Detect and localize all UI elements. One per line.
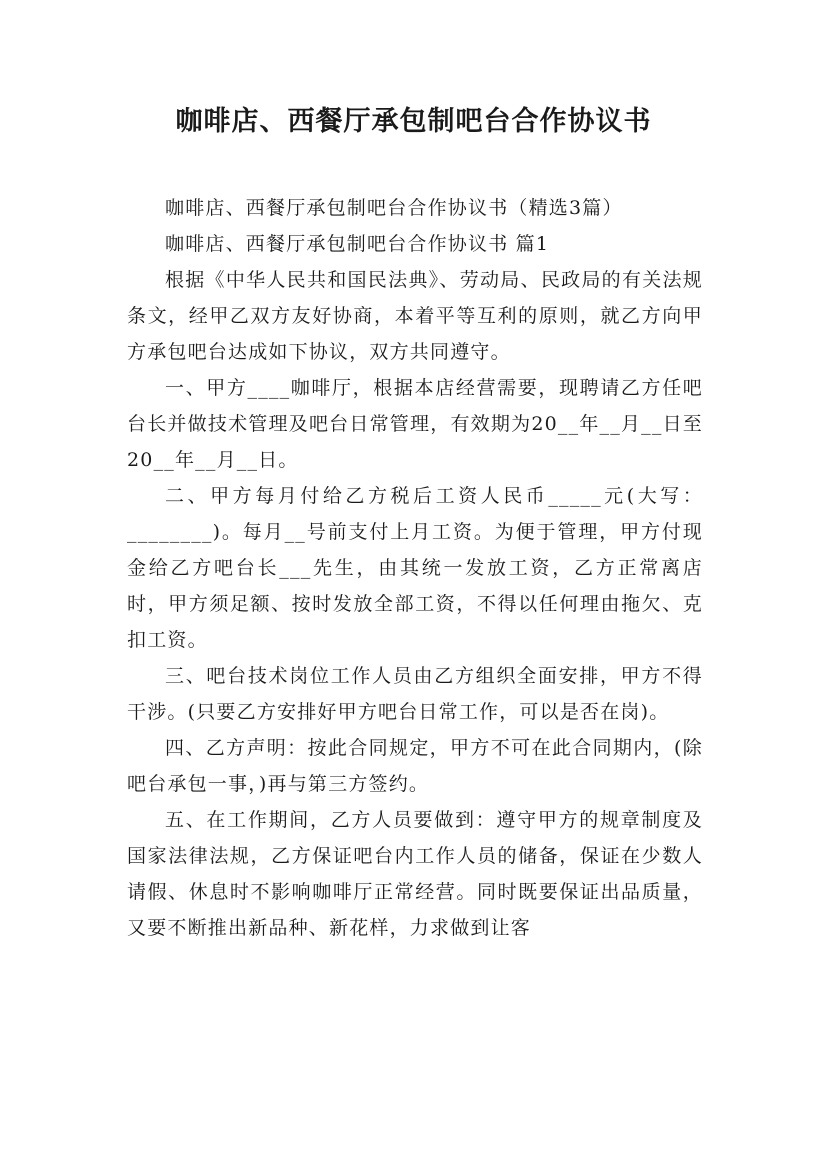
document-body: [127, 190, 703, 946]
paragraph-clause-3: 三、吧台技术岗位工作人员由乙方组织全面安排，甲方不得干涉。(只要乙方安排好甲方吧台日常工作，可以是否在岗)。: [127, 665, 703, 723]
paragraph-clause-1: 一、甲方____咖啡厅，根据本店经营需要，现聘请乙方任吧台长并做技术管理及吧台日常管理，有效期为20__年__月__日至20__年__月__日。: [127, 377, 703, 471]
paragraph-preamble: 根据《中华人民共和国民法典》、劳动局、民政局的有关法规条文，经甲乙双方友好协商，本着平等互利的原则，就乙方向甲方承包吧台达成如下协议，双方共同遵守。: [127, 269, 703, 363]
paragraph-clause-4: 四、乙方声明：按此合同规定，甲方不可在此合同期内，(除吧台承包一事，)再与第三方签约。: [127, 737, 703, 795]
paragraph-clause-2: 二、甲方每月付给乙方税后工资人民币_____元(大写：________)。每月__号前支付上月工资。为便于管理，甲方付现金给乙方吧台长___先生，由其统一发放工资，乙方正常离店时，甲方须足额、按时发放全部工资，不得以任何理由拖欠、克扣工资。: [127, 485, 703, 651]
document-title: 咖啡店、西餐厅承包制吧台合作协议书: [175, 106, 652, 137]
paragraph-section-heading: 咖啡店、西餐厅承包制吧台合作协议书 篇1: [165, 233, 550, 255]
paragraph-subtitle: 咖啡店、西餐厅承包制吧台合作协议书（精选3篇）: [165, 197, 623, 219]
paragraph-clause-5: 五、在工作期间，乙方人员要做到：遵守甲方的规章制度及国家法律法规，乙方保证吧台内工作人员的储备，保证在少数人请假、休息时不影响咖啡厅正常经营。同时既要保证出品质量，又要不断推出新品种、新花样，力求做到让客: [127, 809, 703, 939]
